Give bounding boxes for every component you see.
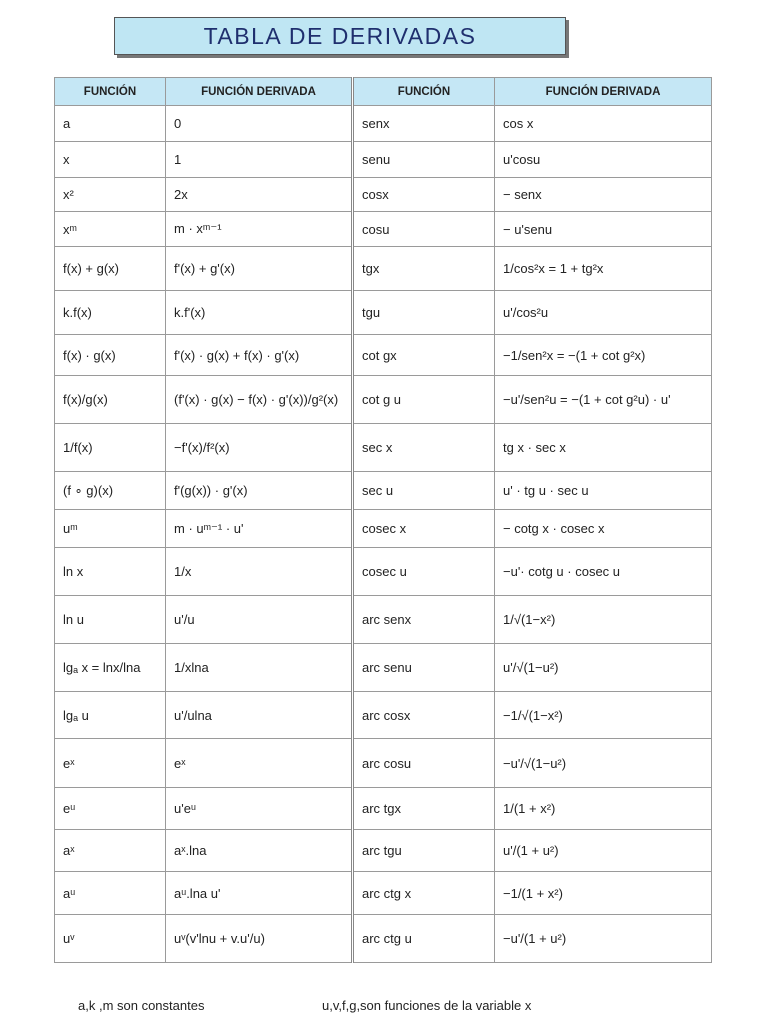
- table-row: [55, 335, 712, 376]
- table-row: [55, 596, 712, 644]
- derivative-cell: f'(x) · g(x) + f(x) · g'(x): [166, 335, 353, 376]
- derivative-cell: 1: [166, 142, 353, 178]
- derivative-cell: u'/√(1−u²): [495, 644, 712, 692]
- function-cell: arc senu: [353, 644, 495, 692]
- derivative-cell: u'/(1 + u²): [495, 830, 712, 872]
- derivative-cell: eˣ: [166, 739, 353, 788]
- function-cell: lgₐ u: [55, 692, 166, 739]
- table-row: [55, 376, 712, 424]
- derivative-cell: 1/√(1−x²): [495, 596, 712, 644]
- derivative-cell: u'/cos²u: [495, 291, 712, 335]
- page-title: TABLA DE DERIVADAS: [203, 22, 477, 49]
- table-header-row: [55, 78, 712, 106]
- function-cell: uᵐ: [55, 510, 166, 548]
- derivative-cell: −u'/√(1−u²): [495, 739, 712, 788]
- function-cell: senu: [353, 142, 495, 178]
- function-cell: sec u: [353, 472, 495, 510]
- table-row: [55, 692, 712, 739]
- function-cell: cosec x: [353, 510, 495, 548]
- table-row: [55, 872, 712, 915]
- function-cell: cosx: [353, 178, 495, 212]
- footer-constants-note: a,k ,m son constantes: [78, 998, 205, 1013]
- function-cell: arc cosu: [353, 739, 495, 788]
- function-cell: f(x) + g(x): [55, 247, 166, 291]
- table-row: [55, 212, 712, 247]
- function-cell: cot gx: [353, 335, 495, 376]
- derivative-cell: (f'(x) · g(x) − f(x) · g'(x))/g²(x): [166, 376, 353, 424]
- function-cell: aˣ: [55, 830, 166, 872]
- derivative-cell: f'(x) + g'(x): [166, 247, 353, 291]
- derivative-cell: u'/u: [166, 596, 353, 644]
- table-row: [55, 510, 712, 548]
- function-cell: tgx: [353, 247, 495, 291]
- function-cell: arc senx: [353, 596, 495, 644]
- header-funcion-2: FUNCIÓN: [353, 78, 495, 106]
- function-cell: f(x)/g(x): [55, 376, 166, 424]
- function-cell: sec x: [353, 424, 495, 472]
- table-row: [55, 178, 712, 212]
- table-row: [55, 915, 712, 963]
- function-cell: 1/f(x): [55, 424, 166, 472]
- function-cell: ln u: [55, 596, 166, 644]
- derivative-cell: − senx: [495, 178, 712, 212]
- derivative-cell: 2x: [166, 178, 353, 212]
- function-cell: f(x) · g(x): [55, 335, 166, 376]
- derivative-cell: 0: [166, 106, 353, 142]
- function-cell: x: [55, 142, 166, 178]
- function-cell: x²: [55, 178, 166, 212]
- derivative-cell: u'/ulna: [166, 692, 353, 739]
- table-row: [55, 788, 712, 830]
- derivative-cell: m · xᵐ⁻¹: [166, 212, 353, 247]
- function-cell: arc tgu: [353, 830, 495, 872]
- function-cell: eᵘ: [55, 788, 166, 830]
- derivative-cell: aˣ.lna: [166, 830, 353, 872]
- derivative-cell: 1/x: [166, 548, 353, 596]
- derivative-cell: − cotg x · cosec x: [495, 510, 712, 548]
- derivative-cell: cos x: [495, 106, 712, 142]
- derivative-cell: −1/√(1−x²): [495, 692, 712, 739]
- derivative-cell: −u'· cotg u · cosec u: [495, 548, 712, 596]
- table-row: [55, 644, 712, 692]
- derivative-cell: 1/cos²x = 1 + tg²x: [495, 247, 712, 291]
- function-cell: cosec u: [353, 548, 495, 596]
- table-row: [55, 247, 712, 291]
- table-row: [55, 548, 712, 596]
- function-cell: (f ∘ g)(x): [55, 472, 166, 510]
- table-row: [55, 472, 712, 510]
- function-cell: aᵘ: [55, 872, 166, 915]
- derivative-cell: 1/xlna: [166, 644, 353, 692]
- derivative-cell: uᵛ(v'lnu + v.u'/u): [166, 915, 353, 963]
- function-cell: eˣ: [55, 739, 166, 788]
- header-derivada-1: FUNCIÓN DERIVADA: [166, 78, 353, 106]
- function-cell: xᵐ: [55, 212, 166, 247]
- function-cell: tgu: [353, 291, 495, 335]
- header-funcion-1: FUNCIÓN: [55, 78, 166, 106]
- function-cell: uᵛ: [55, 915, 166, 963]
- derivative-cell: f'(g(x)) · g'(x): [166, 472, 353, 510]
- derivative-cell: −1/sen²x = −(1 + cot g²x): [495, 335, 712, 376]
- derivative-cell: k.f'(x): [166, 291, 353, 335]
- title-box: [114, 17, 566, 55]
- derivatives-table: [54, 77, 712, 963]
- function-cell: cot g u: [353, 376, 495, 424]
- derivative-cell: − u'senu: [495, 212, 712, 247]
- derivative-cell: u'cosu: [495, 142, 712, 178]
- derivative-cell: −u'/sen²u = −(1 + cot g²u) · u': [495, 376, 712, 424]
- function-cell: lgₐ x = lnx/lna: [55, 644, 166, 692]
- derivative-cell: −f'(x)/f²(x): [166, 424, 353, 472]
- function-cell: arc tgx: [353, 788, 495, 830]
- derivative-cell: u' · tg u · sec u: [495, 472, 712, 510]
- header-derivada-2: FUNCIÓN DERIVADA: [495, 78, 712, 106]
- derivative-cell: m · uᵐ⁻¹ · u': [166, 510, 353, 548]
- function-cell: senx: [353, 106, 495, 142]
- function-cell: arc cosx: [353, 692, 495, 739]
- derivative-cell: 1/(1 + x²): [495, 788, 712, 830]
- derivative-cell: tg x · sec x: [495, 424, 712, 472]
- function-cell: a: [55, 106, 166, 142]
- table-row: [55, 830, 712, 872]
- table-row: [55, 424, 712, 472]
- table-row: [55, 739, 712, 788]
- derivative-cell: u'eᵘ: [166, 788, 353, 830]
- derivative-cell: −1/(1 + x²): [495, 872, 712, 915]
- table-row: [55, 142, 712, 178]
- table-row: [55, 106, 712, 142]
- derivative-cell: aᵘ.lna u': [166, 872, 353, 915]
- function-cell: ln x: [55, 548, 166, 596]
- derivative-cell: −u'/(1 + u²): [495, 915, 712, 963]
- footer-functions-note: u,v,f,g,son funciones de la variable x: [322, 998, 532, 1013]
- function-cell: k.f(x): [55, 291, 166, 335]
- function-cell: cosu: [353, 212, 495, 247]
- table-row: [55, 291, 712, 335]
- function-cell: arc ctg u: [353, 915, 495, 963]
- function-cell: arc ctg x: [353, 872, 495, 915]
